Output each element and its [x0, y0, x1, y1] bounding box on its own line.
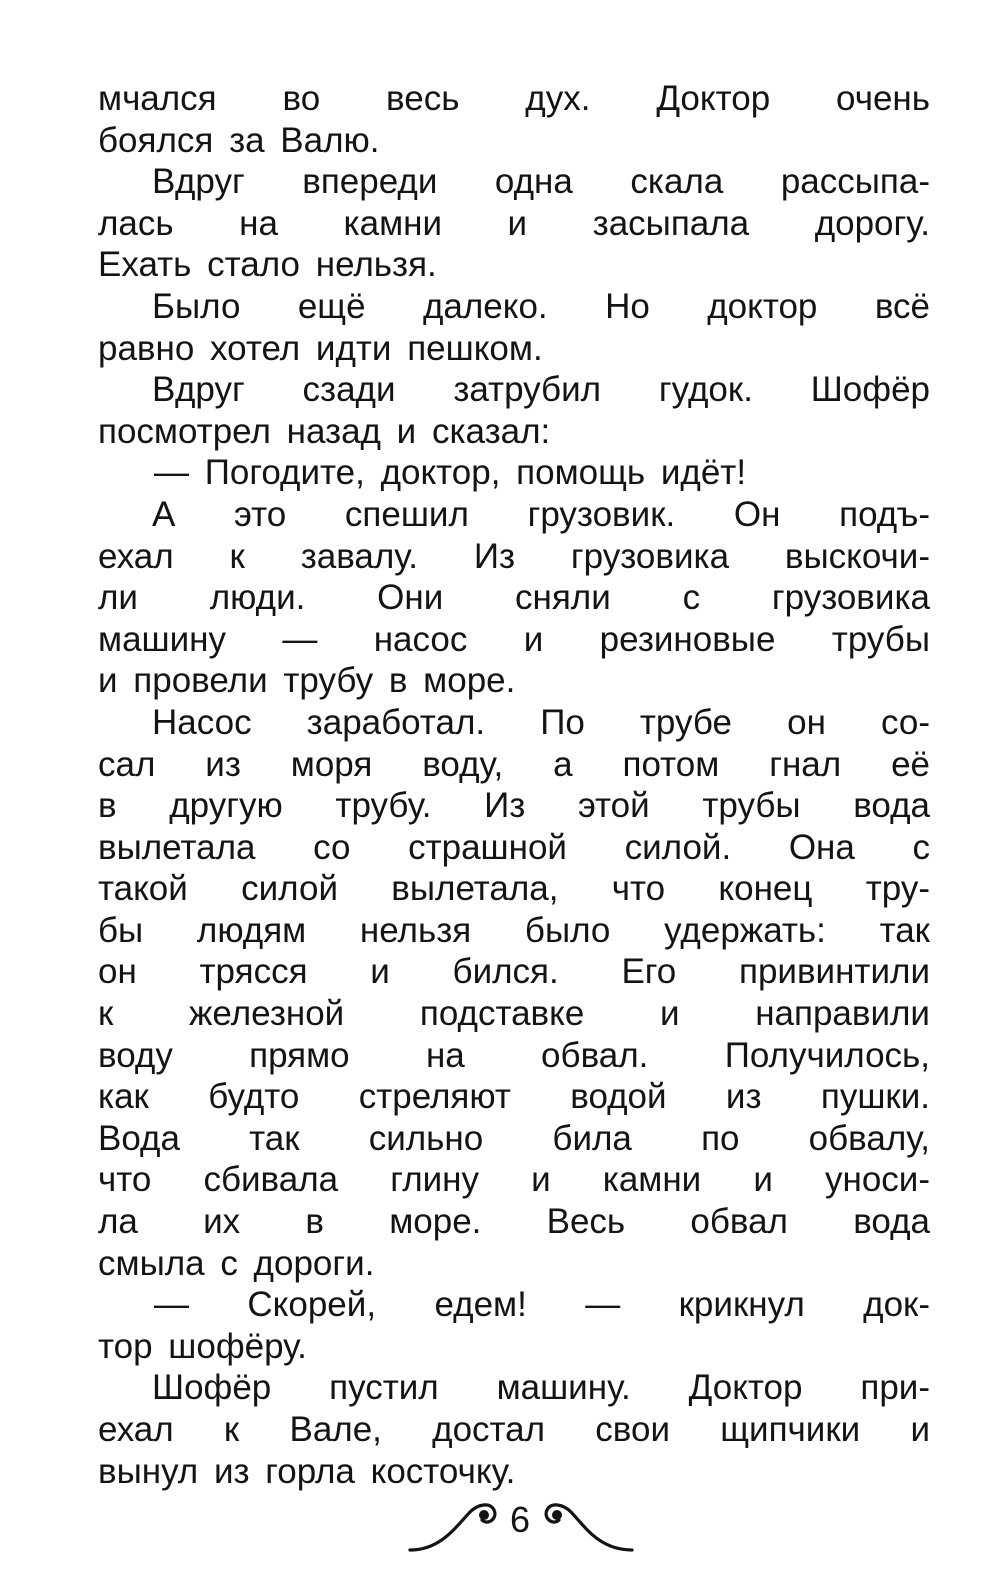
text-line: посмотрел назад и сказал:: [98, 411, 551, 451]
paragraph-7: [98, 702, 930, 1284]
page-number: 6: [509, 1499, 531, 1540]
text-line: лась на камни и засыпала дорогу.: [98, 203, 930, 243]
text-line: вынул из горла косточку.: [98, 1451, 516, 1491]
text-line: вылетала со страшной силой. Она с: [98, 827, 930, 867]
text-line: и провели трубу в море.: [98, 661, 516, 701]
text-line: Вода так сильно била по обвалу,: [98, 1118, 930, 1158]
text-line: боялся за Валю.: [98, 120, 380, 160]
text-line: к железной подставке и направили: [98, 994, 930, 1034]
text-line: что сбивала глину и камни и уноси-: [98, 1160, 930, 1200]
paragraph-9: [98, 1367, 930, 1492]
text-line: Вдруг сзади затрубил гудок. Шофёр: [152, 370, 930, 410]
paragraph-1: [98, 78, 930, 161]
text-line: сал из моря воду, а потом гнал её: [98, 744, 930, 784]
page-footer: [0, 1488, 1000, 1558]
text-line: ехал к Вале, достал свои щипчики и: [98, 1410, 930, 1449]
text-line: равно хотел идти пешком.: [98, 328, 543, 368]
text-line: — Скорей, едем! — крикнул док-: [154, 1285, 930, 1325]
paragraph-2: [98, 161, 930, 286]
text-line: в другую трубу. Из этой трубы вода: [98, 786, 930, 826]
text-line: как будто стреляют водой из пушки.: [98, 1077, 930, 1117]
paragraph-3: [98, 286, 930, 369]
text-line: А это спешил грузовик. Он подъ-: [152, 494, 930, 534]
text-line: воду прямо на обвал. Получилось,: [98, 1035, 930, 1075]
text-line: ехал к завалу. Из грузовика выскочи-: [98, 536, 930, 576]
text-line: смыла с дороги.: [98, 1243, 375, 1283]
text-line: — Погодите, доктор, помощь идёт!: [154, 453, 747, 493]
text-line: ла их в море. Весь обвал вода: [98, 1202, 930, 1242]
page-text: [98, 78, 930, 1492]
text-line: Было ещё далеко. Но доктор всё: [152, 286, 930, 326]
text-line: он трясся и бился. Его привинтили: [98, 952, 930, 992]
text-line: такой силой вылетала, что конец тру-: [98, 869, 930, 909]
text-line: ли люди. Они сняли с грузовика: [98, 578, 930, 618]
text-line: Вдруг впереди одна скала рассыпа-: [152, 162, 930, 202]
paragraph-4: [98, 369, 930, 452]
paragraph-8-dialogue: [98, 1284, 930, 1367]
text-line: тор шофёру.: [98, 1326, 307, 1366]
text-line: Шофёр пустил машину. Доктор при-: [152, 1368, 930, 1408]
text-line: мчался во весь дух. Доктор очень: [98, 79, 930, 118]
text-line: Насос заработал. По трубе он со-: [152, 702, 930, 742]
paragraph-5-dialogue: [98, 452, 930, 494]
text-line: Ехать стало нельзя.: [98, 245, 437, 285]
text-line: машину — насос и резиновые трубы: [98, 619, 930, 659]
text-line: бы людям нельзя было удержать: так: [98, 910, 930, 950]
paragraph-6: [98, 494, 930, 702]
